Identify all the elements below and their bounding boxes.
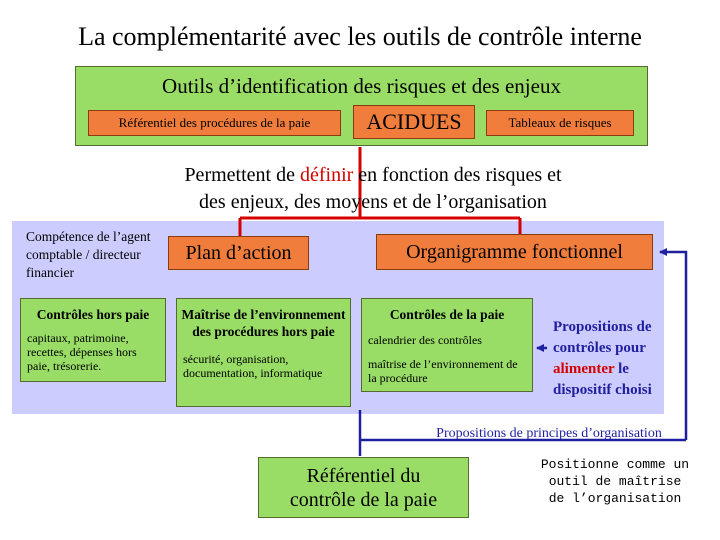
competence-text: Compétence de l’agent comptable / directeur financier (26, 229, 151, 280)
propositions-highlight: alimenter (553, 361, 615, 377)
referentiel-controle-line1: Référentiel du (306, 464, 421, 487)
plan-action-label: Plan d’action (185, 241, 292, 264)
referentiel-controle-box (258, 457, 469, 518)
controles-hors-paie-box (20, 298, 166, 382)
maitrise-title: Maîtrise de l’environnement des procédures hors paie (181, 307, 346, 339)
maitrise-box (176, 298, 351, 407)
propositions-principes-label: Propositions de principes d’organisation (436, 426, 662, 441)
permettent-line2: des enjeux, des moyens et de l’organisation (199, 191, 547, 213)
referentiel-controle-line2: contrôle de la paie (289, 488, 438, 511)
controles-paie-text1: calendrier des contrôles (368, 333, 482, 347)
positionne-text: Positionne comme un outil de maîtrise de l’organisation (540, 457, 690, 506)
referentiel-procedures-label: Référentiel des procédures de la paie (118, 115, 311, 130)
controles-paie-text2: maîtrise de l’environnement de la procédure (368, 357, 518, 385)
referentiel-procedures-box (88, 110, 341, 136)
permettent-line1-after: en fonction des risques et (353, 164, 562, 186)
acidues-label: ACIDUES (366, 109, 462, 134)
identification-title: Outils d’identification des risques et des enjeux (162, 74, 561, 98)
controles-paie-box (361, 298, 533, 392)
propositions-before: Propositions de contrôles pour (553, 319, 652, 356)
maitrise-text: sécurité, organisation, documentation, informatique (183, 352, 323, 380)
permettent-text (130, 162, 616, 216)
plan-action-box (168, 236, 309, 270)
permettent-highlight: définir (299, 164, 354, 186)
controles-hors-paie-title: Contrôles hors paie (36, 307, 150, 322)
organigramme-label: Organigramme fonctionnel (406, 240, 623, 263)
propositions-after: le dispositif choisi (553, 361, 652, 398)
page-title: La complémentarité avec les outils de contrôle interne (78, 22, 642, 51)
controles-hors-paie-text: capitaux, patrimoine, recettes, dépenses hors paie, trésorerie. (27, 331, 137, 373)
propositions-controles-text (553, 317, 671, 401)
acidues-box (353, 105, 475, 139)
tableaux-risques-box (486, 110, 634, 136)
tableaux-risques-label: Tableaux de risques (508, 115, 612, 130)
controles-paie-title: Contrôles de la paie (389, 307, 505, 322)
organigramme-box (376, 234, 653, 270)
permettent-line1-before: Permettent de (184, 164, 300, 186)
